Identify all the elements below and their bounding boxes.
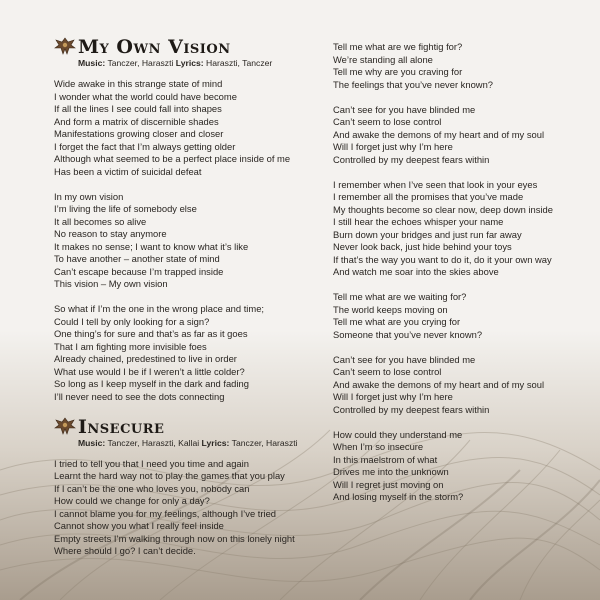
lyric-line: The world keeps moving on [333,303,448,315]
lyric-line: Wide awake in this strange state of mind [54,78,223,89]
lyric-line: I remember all the promises that you’ve made [333,191,524,202]
lyric-line: If that’s the way you want to do it, do it your own way [333,253,552,265]
lyric-line: We’re standing all alone [333,53,433,65]
lyrics-body [54,458,320,558]
lyric-line: It makes no sense; I want to know what it’s like [54,240,249,252]
lyric-line: Never look back, just hide behind your toys [333,241,512,252]
lyric-line: Can’t seem to lose control [333,116,442,127]
stanza [333,104,593,167]
song-my-own-vision [54,36,320,403]
lyric-line: Can’t see for you have blinded me [333,103,476,115]
stanza [333,291,593,341]
lyric-line: Burn down your bridges and just run far away [333,228,522,240]
lyric-line: Can’t seem to lose control [333,366,442,377]
lyric-line: I cannot blame you for my feelings, although I’ve tried [54,507,276,519]
lyric-line: Controlled by my deepest fears within [333,153,490,165]
stanza [333,354,593,417]
lyric-line: How could we change for only a day? [54,495,210,506]
lyric-line: Although what seemed to be a perfect place inside of me [54,153,291,164]
right-column [333,41,593,516]
lyric-line: I tried to tell you that I need you time and again [54,457,249,469]
lyric-line: To have another – another state of mind [54,253,220,264]
lyric-line: Learnt the hard way not to play the games that you play [54,470,285,481]
song-credits [78,58,320,69]
lyric-line: I remember when I’ve seen that look in your eyes [333,178,538,190]
lyric-line: Will I forget just why I’m here [333,141,453,152]
music-label: Music: [78,58,106,68]
lyrics-body-continued [333,41,593,504]
left-column [54,36,320,570]
lyric-line: If all the lines I see could fall into shapes [54,103,222,114]
lyric-line: So long as I keep myself in the dark and fading [54,378,249,389]
lyric-line: Tell me what are we fightig for? [333,41,463,52]
stanza [54,191,320,291]
song-insecure [54,416,320,558]
song-header [54,36,320,69]
lyrics-credit: Haraszti, Tanczer [206,58,273,68]
lyric-line: So what if I’m the one in the wrong place and time; [54,303,265,314]
lyric-line: And watch me soar into the skies above [333,266,499,277]
lyrics-label: Lyrics: [175,58,204,68]
lyric-line: My thoughts become so clear now, deep down inside [333,203,553,215]
lyric-line: Manifestations growing closer and closer [54,128,224,139]
lyric-line: Tell me what are we waiting for? [333,291,467,302]
lyric-line: No reason to stay anymore [54,228,167,239]
lyric-line: The feelings that you’ve never known? [333,78,493,90]
lyric-line: I wonder what the world could have become [54,90,237,102]
lyrics-label: Lyrics: [201,437,230,448]
stanza [54,458,320,558]
band-emblem-icon [54,36,76,56]
stanza [54,303,320,403]
lyric-line: I forget the fact that I’m always getting older [54,140,236,152]
lyric-line: If I can’t be the one who loves you, nobody can [54,482,250,494]
lyric-line: How could they understand me [333,428,463,440]
song-title: My Own Vision [78,36,231,58]
lyric-line: Can’t escape because I’m trapped inside [54,265,224,277]
lyric-line: Drives me into the unknown [333,466,449,477]
music-credit: Tanczer, Haraszti [107,58,174,68]
band-emblem-icon [54,416,76,436]
lyrics-credit: Tanczer, Haraszti [231,437,298,448]
lyric-line: It all becomes so alive [54,215,147,227]
song-credits [78,438,320,449]
music-label: Music: [78,437,106,448]
song-header [54,416,320,449]
lyric-line: I’m living the life of somebody else [54,203,197,214]
lyric-line: This vision – My own vision [54,278,168,289]
stanza [333,41,593,91]
music-credit: Tanczer, Haraszti, Kallai [107,437,200,448]
lyric-line: And awake the demons of my heart and of my soul [333,378,545,390]
lyric-line: I still hear the echoes whisper your name [333,216,504,227]
lyric-line: When I’m so insecure [333,441,424,452]
lyric-line: Tell me what are you crying for [333,316,461,327]
lyric-line: That I am fighting more invisible foes [54,340,207,352]
lyric-line: Controlled by my deepest fears within [333,403,490,415]
lyric-line: Cannot show you what I really feel inside [54,520,224,531]
lyric-line: In this maelstrom of what [333,453,438,465]
lyric-line: And form a matrix of discernible shades [54,115,219,127]
lyric-line: Could I tell by only looking for a sign? [54,315,210,327]
lyric-line: And awake the demons of my heart and of my soul [333,128,545,140]
lyric-line: Where should I go? I can’t decide. [54,545,196,556]
lyric-line: Tell me why are you craving for [333,66,463,77]
lyric-line: What use would I be if I weren’t a little colder? [54,365,245,377]
lyric-line: In my own vision [54,190,124,202]
stanza [333,179,593,279]
stanza [54,78,320,178]
lyric-line: And losing myself in the storm? [333,491,464,502]
lyric-line: Will I forget just why I’m here [333,391,453,402]
lyrics-body [54,78,320,403]
lyric-line: I’ll never need to see the dots connecting [54,390,225,402]
lyric-line: Already chained, predestined to live in order [54,353,237,364]
lyric-line: One thing’s for sure and that’s as far as it goes [54,328,248,339]
lyric-line: Someone that you’ve never known? [333,328,483,340]
lyric-line: Empty streets I’m walking through now on this lonely night [54,532,295,544]
lyric-line: Will I regret just moving on [333,478,444,490]
lyric-line: Can’t see for you have blinded me [333,353,476,365]
lyric-line: Has been a victim of suicidal defeat [54,165,202,177]
stanza [333,429,593,504]
song-title: Insecure [78,415,165,438]
